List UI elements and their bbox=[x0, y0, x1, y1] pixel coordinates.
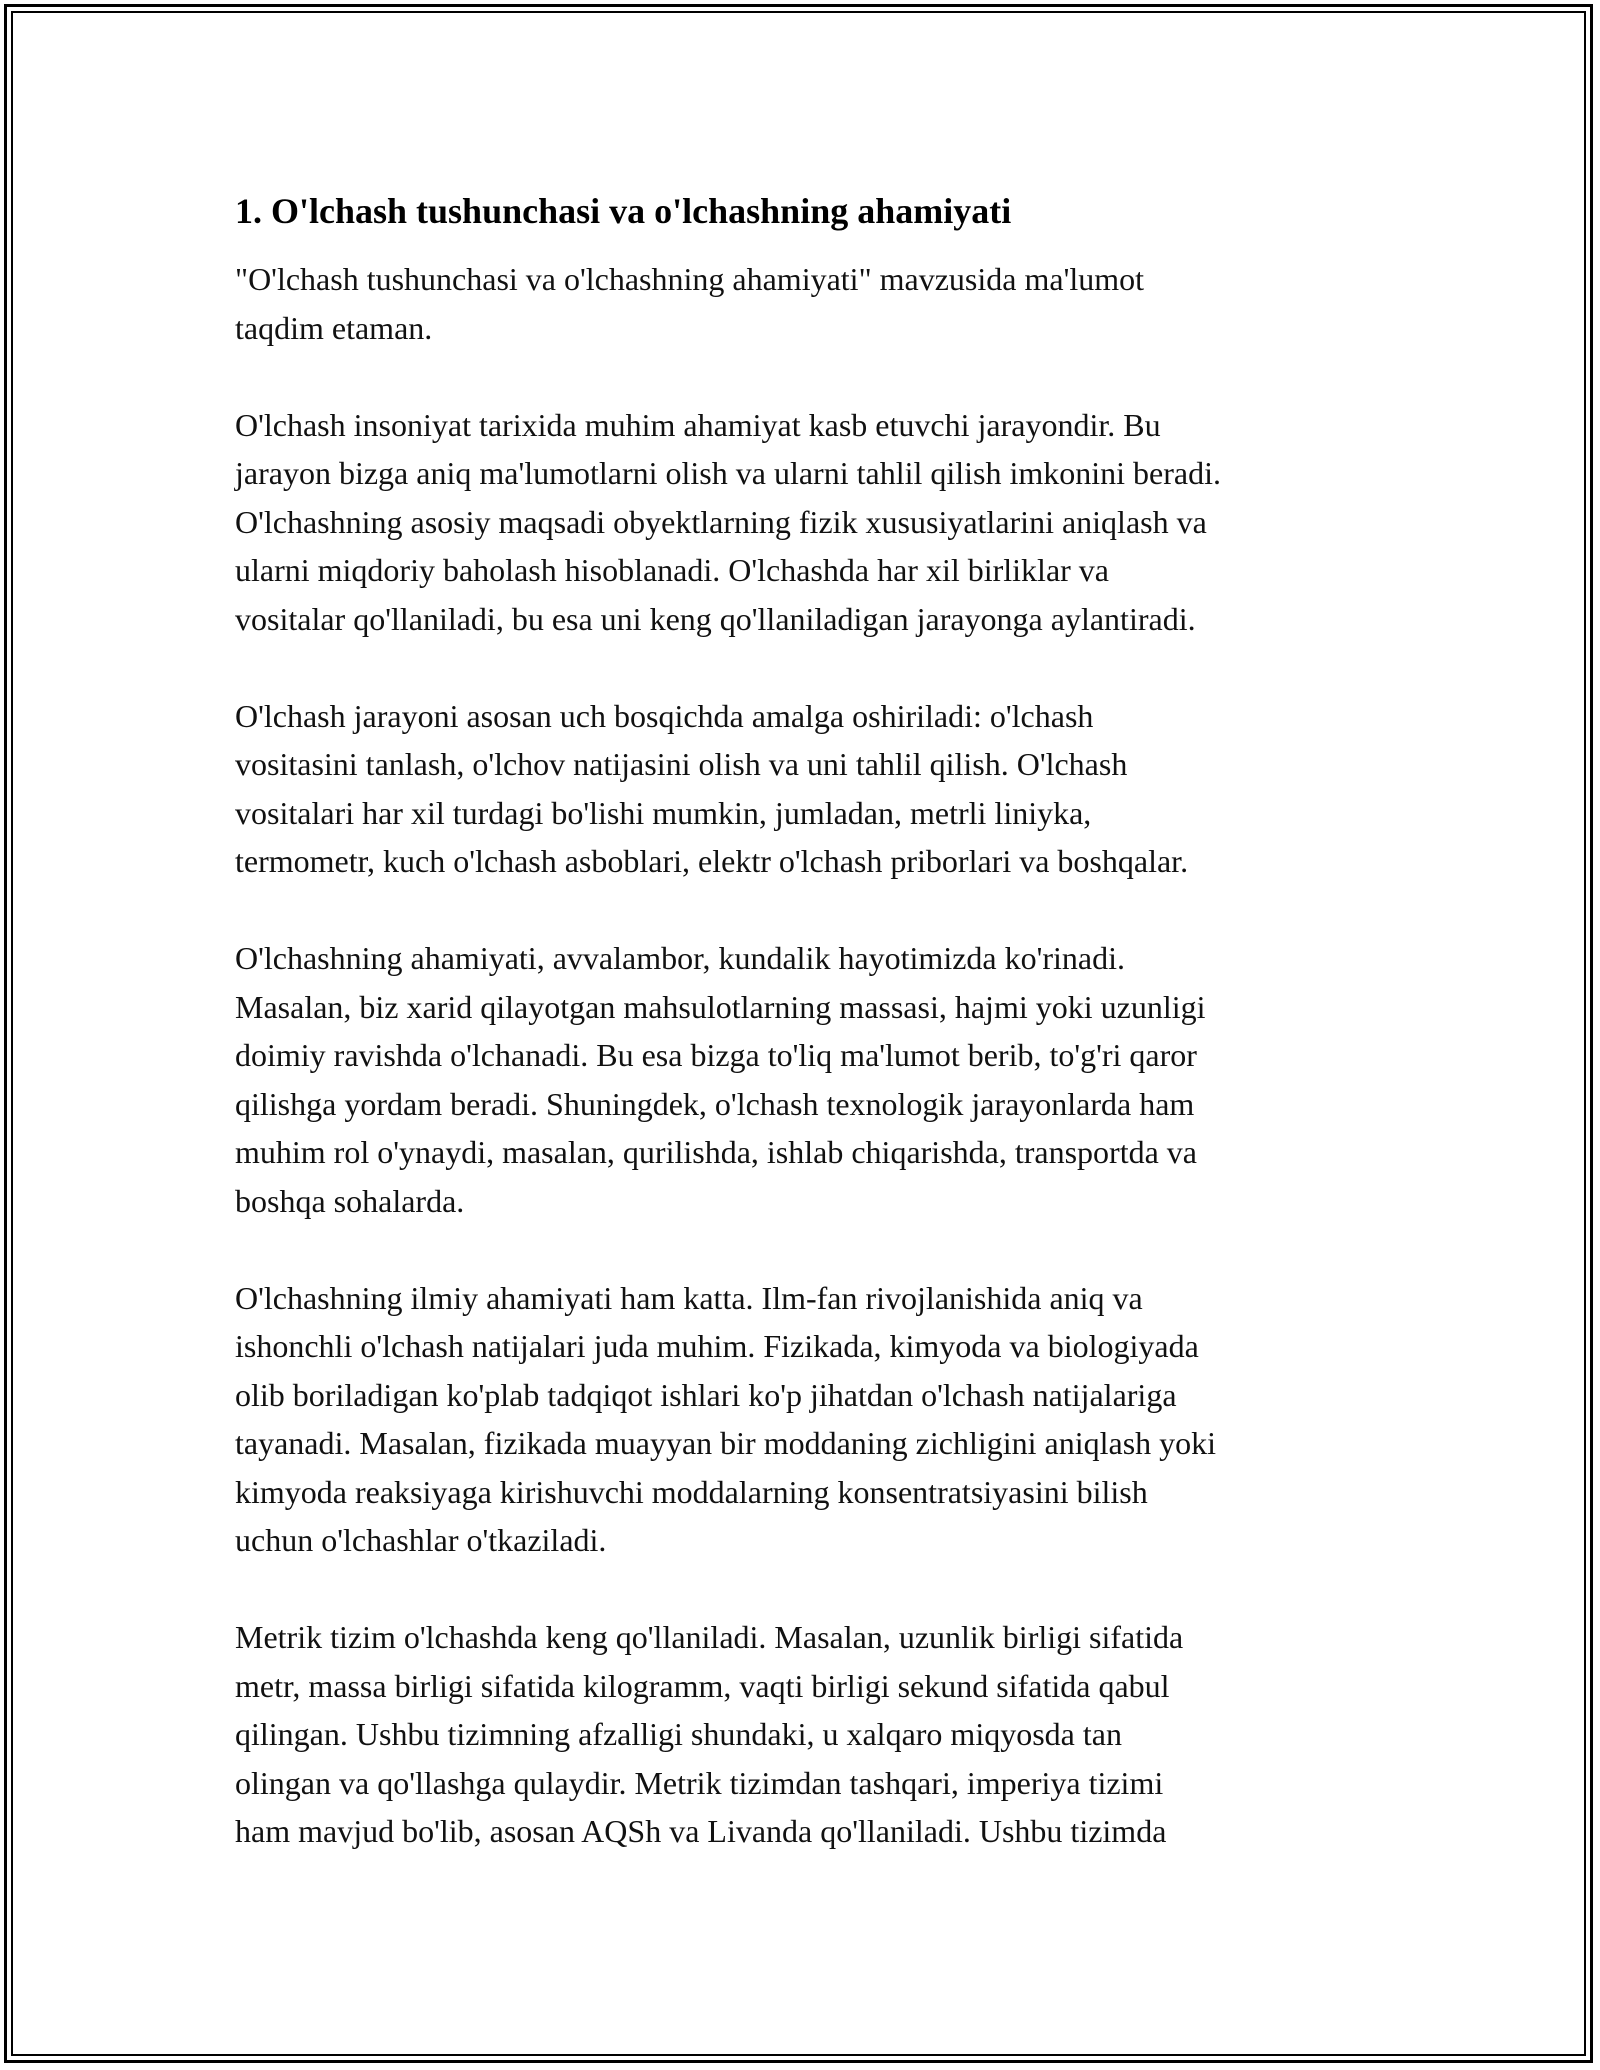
document-body bbox=[235, 185, 1370, 1904]
text-line: "O'lchash tushunchasi va o'lchashning ahamiyati" mavzusida ma'lumot bbox=[235, 261, 1144, 297]
text-line: O'lchashning asosiy maqsadi obyektlarning fizik xususiyatlarini aniqlash va bbox=[235, 503, 1207, 540]
paragraph-daily-importance bbox=[235, 934, 1370, 1225]
text-line: ularni miqdoriy baholash hisoblanadi. O'lchashda har xil birliklar va bbox=[235, 552, 1109, 588]
text-line: Metrik tizim o'lchashda keng qo'llaniladi. Masalan, uzunlik birligi sifatida bbox=[235, 1619, 1184, 1655]
text-line: termometr, kuch o'lchash asboblari, elektr o'lchash priborlari va boshqalar. bbox=[235, 843, 1189, 879]
text-line: O'lchashning ahamiyati, avvalambor, kundalik hayotimizda ko'rinadi. bbox=[235, 940, 1126, 976]
text-line: vositasini tanlash, o'lchov natijasini olish va uni tahlil qilish. O'lchash bbox=[235, 746, 1128, 782]
text-line: metr, massa birligi sifatida kilogramm, vaqti birligi sekund sifatida qabul bbox=[235, 1667, 1170, 1704]
paragraph-scientific-importance bbox=[235, 1274, 1370, 1565]
text-line: olingan va qo'llashga qulaydir. Metrik tizimdan tashqari, imperiya tizimi bbox=[235, 1764, 1164, 1801]
paragraph-metric-system bbox=[235, 1613, 1370, 1856]
paragraph-intro bbox=[235, 255, 1370, 352]
text-line: tayanadi. Masalan, fizikada muayyan bir moddaning zichligini aniqlash yoki bbox=[235, 1425, 1217, 1461]
section-heading: 1. O'lchash tushunchasi va o'lchashning ahamiyati bbox=[235, 191, 1012, 231]
text-line: qilingan. Ushbu tizimning afzalligi shundaki, u xalqaro miqyosda tan bbox=[235, 1716, 1122, 1752]
text-line: O'lchash insoniyat tarixida muhim ahamiyat kasb etuvchi jarayondir. Bu bbox=[235, 406, 1161, 443]
text-line: vositalar qo'llaniladi, bu esa uni keng qo'llaniladigan jarayonga aylantiradi. bbox=[235, 600, 1196, 637]
text-line: vositalari har xil turdagi bo'lishi mumkin, jumladan, metrli liniyka, bbox=[235, 794, 1092, 831]
text-line: kimyoda reaksiyaga kirishuvchi moddalarning konsentratsiyasini bilish bbox=[235, 1473, 1148, 1510]
text-line: Masalan, biz xarid qilayotgan mahsulotlarning massasi, hajmi yoki uzunligi bbox=[235, 988, 1206, 1025]
text-line: jarayon bizga aniq ma'lumotlarni olish va ularni tahlil qilish imkonini beradi. bbox=[235, 455, 1221, 491]
text-line: olib boriladigan ko'plab tadqiqot ishlari ko'p jihatdan o'lchash natijalariga bbox=[235, 1376, 1177, 1413]
text-line: taqdim etaman. bbox=[235, 309, 433, 346]
text-line: doimiy ravishda o'lchanadi. Bu esa bizga to'liq ma'lumot berib, to'g'ri qaror bbox=[235, 1037, 1197, 1073]
text-line: muhim rol o'ynaydi, masalan, qurilishda, ishlab chiqarishda, transportda va bbox=[235, 1134, 1197, 1170]
paragraph-definition bbox=[235, 401, 1370, 644]
paragraph-stages bbox=[235, 692, 1370, 886]
text-line: boshqa sohalarda. bbox=[235, 1182, 465, 1219]
text-line: O'lchash jarayoni asosan uch bosqichda amalga oshiriladi: o'lchash bbox=[235, 697, 1094, 734]
text-line: ham mavjud bo'lib, asosan AQSh va Livanda qo'llaniladi. Ushbu tizimda bbox=[235, 1813, 1167, 1849]
text-line: ishonchli o'lchash natijalari juda muhim. Fizikada, kimyoda va biologiyada bbox=[235, 1328, 1199, 1364]
text-line: qilishga yordam beradi. Shuningdek, o'lchash texnologik jarayonlarda ham bbox=[235, 1085, 1195, 1122]
text-line: O'lchashning ilmiy ahamiyati ham katta. Ilm-fan rivojlanishida aniq va bbox=[235, 1279, 1143, 1316]
text-line: uchun o'lchashlar o'tkaziladi. bbox=[235, 1522, 607, 1558]
